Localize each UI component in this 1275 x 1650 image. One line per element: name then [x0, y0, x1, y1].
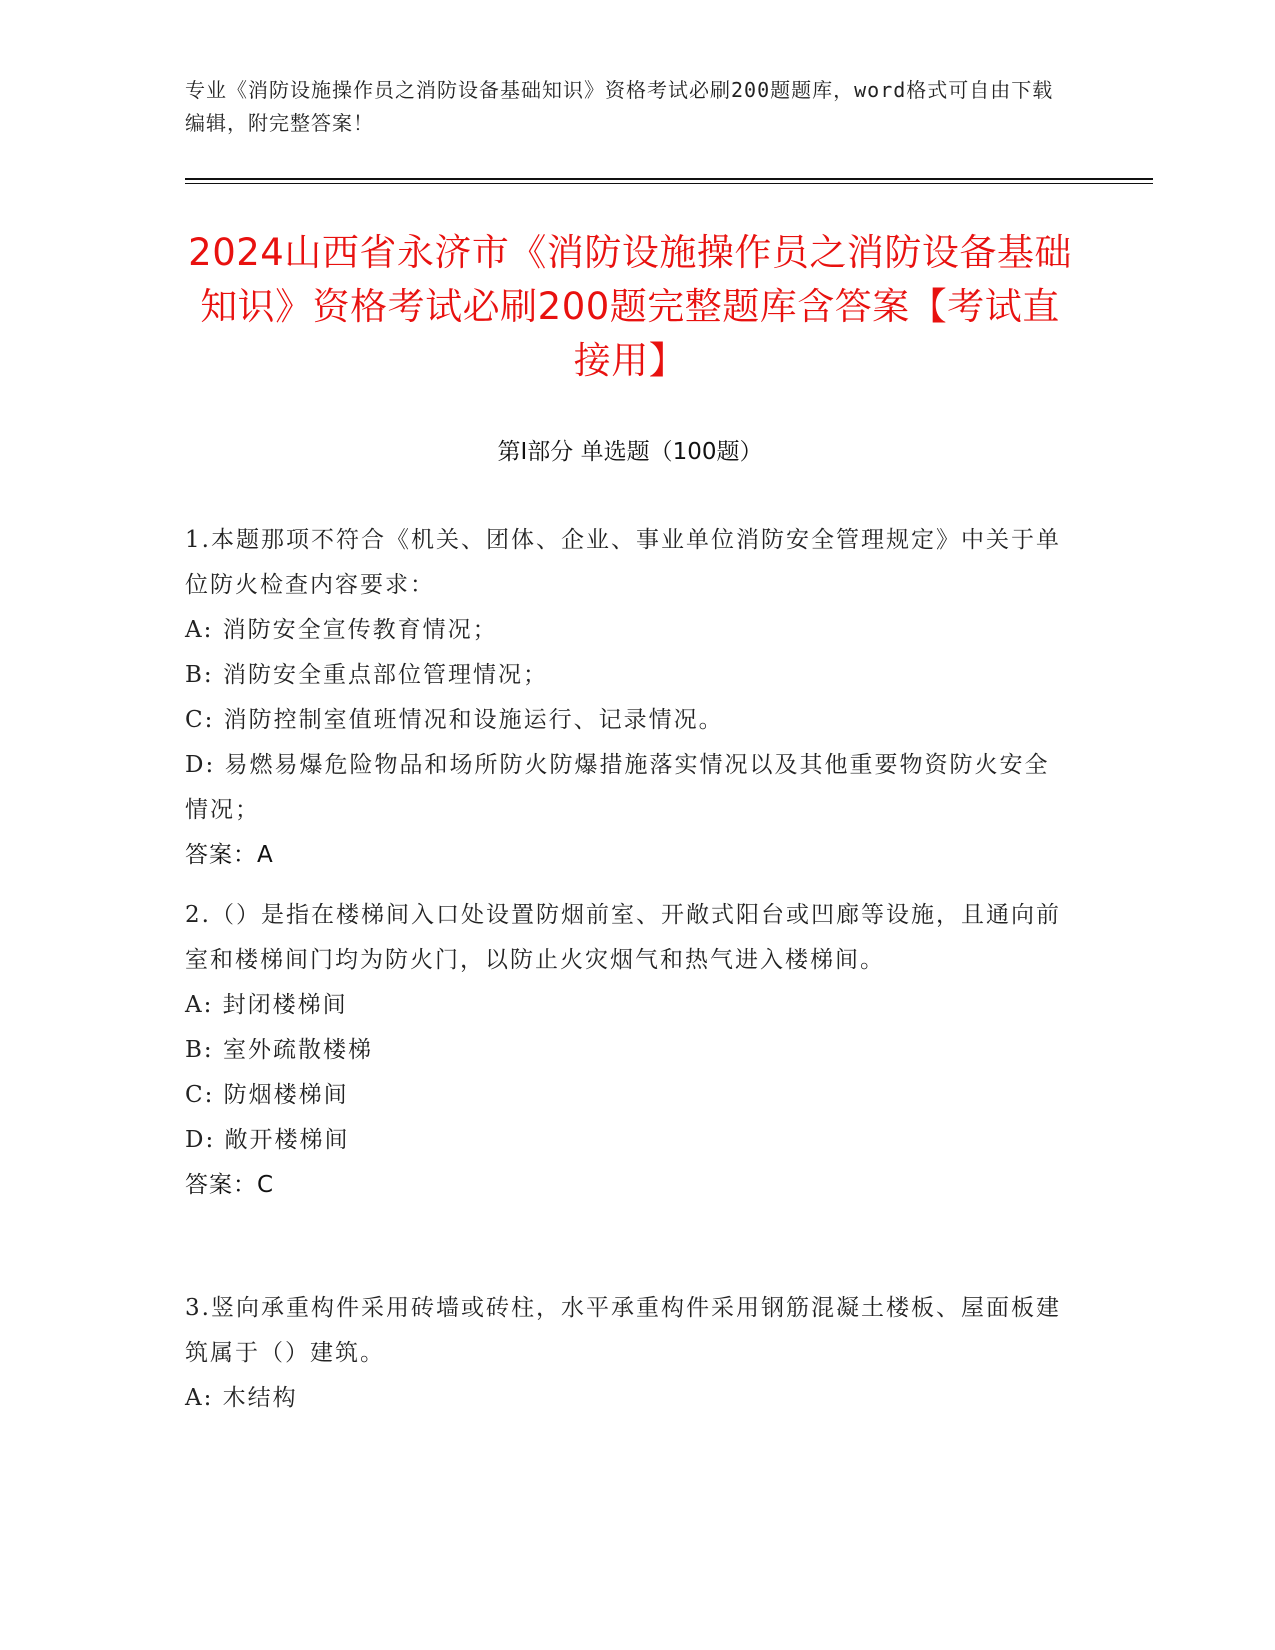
- option-c: C: 防烟楼梯间: [185, 1082, 349, 1108]
- question-3: [185, 1286, 1065, 1421]
- option-d: D: 易燃易爆危险物品和场所防火防爆措施落实情况以及其他重要物资防火安全情况；: [185, 752, 1050, 823]
- option-a: A: 消防安全宣传教育情况；: [185, 617, 498, 643]
- answer-label: 答案：C: [185, 1172, 275, 1198]
- question-stem: 2.（）是指在楼梯间入口处设置防烟前室、开敞式阳台或凹廊等设施，且通向前室和楼梯间门均为防火门，以防止火灾烟气和热气进入楼梯间。: [185, 902, 1061, 973]
- header-divider: [185, 178, 1153, 180]
- question-1: [185, 518, 1065, 878]
- option-a: A: 木结构: [185, 1385, 298, 1411]
- section-heading: 第Ⅰ部分 单选题（100题）: [497, 439, 763, 465]
- option-d: D: 敞开楼梯间: [185, 1127, 350, 1153]
- question-2: [185, 893, 1065, 1208]
- question-stem: 3.竖向承重构件采用砖墙或砖柱，水平承重构件采用钢筋混凝土楼板、屋面板建筑属于（）建筑。: [185, 1295, 1061, 1366]
- question-stem: 1.本题那项不符合《机关、团体、企业、事业单位消防安全管理规定》中关于单位防火检查内容要求：: [185, 527, 1061, 598]
- option-b: B: 室外疏散楼梯: [185, 1037, 373, 1063]
- header-divider-thin: [185, 183, 1153, 184]
- option-b: B: 消防安全重点部位管理情况；: [185, 662, 548, 688]
- option-a: A: 封闭楼梯间: [185, 992, 348, 1018]
- document-title: 2024山西省永济市《消防设施操作员之消防设备基础知识》资格考试必刷200题完整题库含答案【考试直接用】: [188, 231, 1072, 382]
- answer-label: 答案：A: [185, 842, 274, 868]
- option-c: C: 消防控制室值班情况和设施运行、记录情况。: [185, 707, 724, 733]
- header-note: 专业《消防设施操作员之消防设备基础知识》资格考试必刷200题题库，word格式可自由下载编辑，附完整答案！: [185, 78, 1054, 135]
